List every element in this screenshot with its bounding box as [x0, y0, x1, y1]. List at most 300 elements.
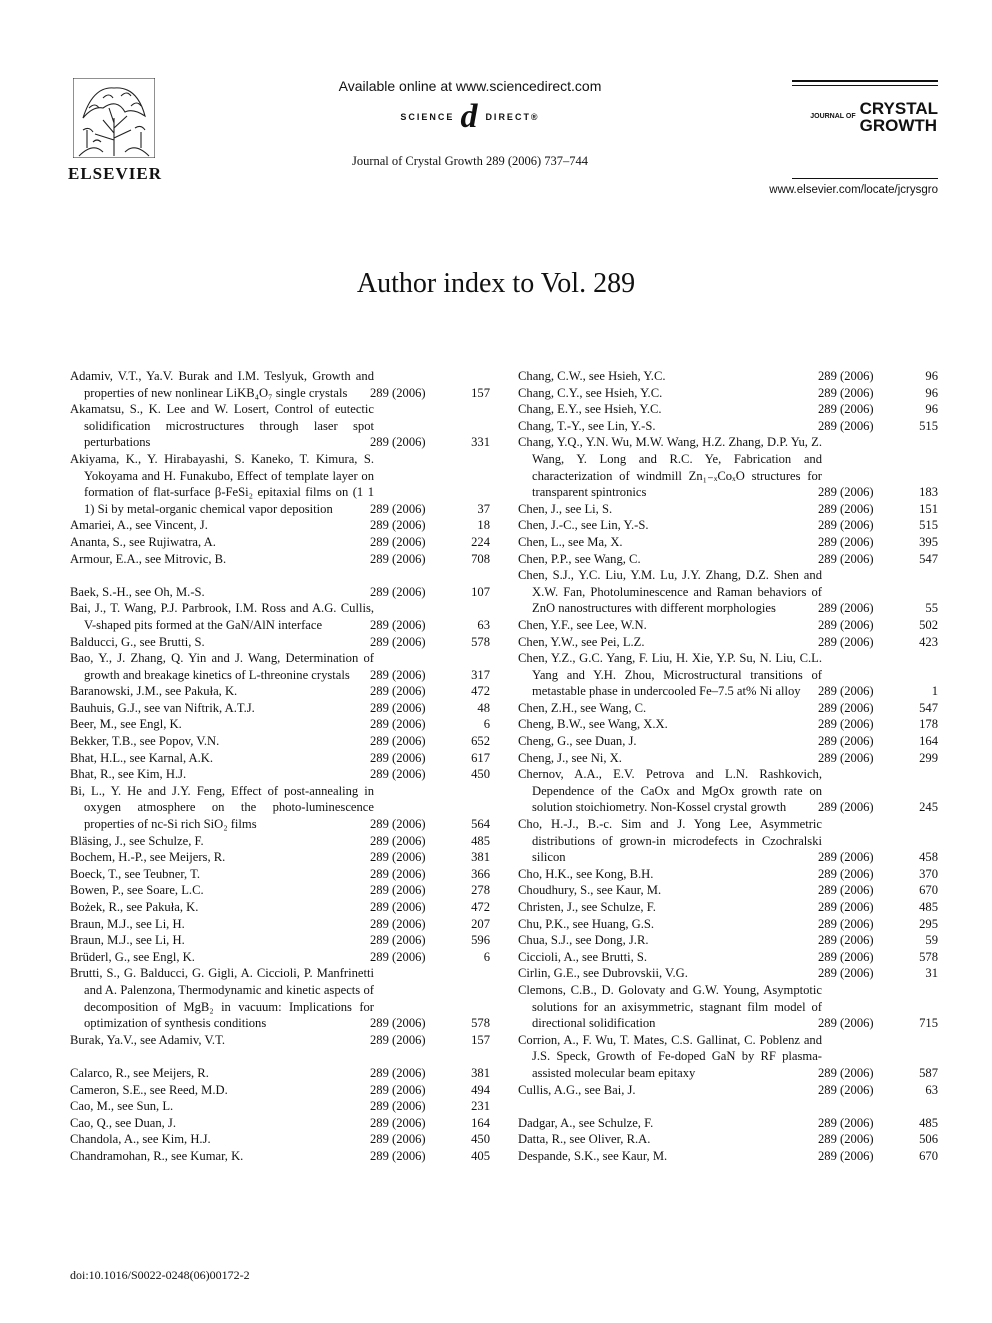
entry-text: Corrion, A., F. Wu, T. Mates, C.S. Gallinat, C. Poblenz and J.S. Speck, Growth of Fe-doped GaN by RF plasma-assisted molecular beam epitaxy: [518, 1032, 822, 1080]
entry-volume-year: 289 (2006): [370, 551, 426, 566]
entry-text: Amariei, A., see Vincent, J.: [70, 518, 208, 533]
entry-reference: [818, 634, 938, 651]
index-entry: [518, 700, 938, 717]
index-entry: [70, 401, 490, 451]
entry-text: Bhat, R., see Kim, H.J.: [70, 767, 187, 782]
entry-reference: [370, 816, 490, 833]
journal-big-line1: CRYSTAL: [859, 99, 938, 118]
entry-text: Chen, Z.H., see Wang, C.: [518, 700, 647, 715]
entry-reference: [818, 733, 938, 750]
entry-text: Chang, T.-Y., see Lin, Y.-S.: [518, 418, 656, 433]
entry-reference: [818, 1115, 938, 1132]
entry-page: 107: [471, 584, 490, 599]
index-entry: [70, 1082, 490, 1099]
entry-page: 578: [919, 949, 938, 964]
index-entry: [518, 567, 938, 617]
index-entry: [518, 501, 938, 518]
index-entry: [518, 385, 938, 402]
entry-page: 96: [925, 402, 938, 417]
entry-page: 370: [919, 866, 938, 881]
entry-reference: [370, 667, 490, 684]
entry-reference: [818, 899, 938, 916]
index-entry: [518, 982, 938, 1032]
entry-reference: [370, 700, 490, 717]
entry-text: Bhat, H.L., see Karnal, A.K.: [70, 750, 214, 765]
entry-volume-year: 289 (2006): [370, 1016, 426, 1031]
entry-volume-year: 289 (2006): [370, 1115, 426, 1130]
index-entry: [518, 949, 938, 966]
entry-volume-year: 289 (2006): [818, 518, 874, 533]
doi: doi:10.1016/S0022-0248(06)00172-2: [70, 1268, 250, 1282]
entry-reference: [818, 799, 938, 816]
entry-volume-year: 289 (2006): [370, 385, 426, 400]
entry-volume-year: 289 (2006): [370, 584, 426, 599]
entry-text: Ciccioli, A., see Brutti, S.: [518, 949, 648, 964]
entry-text: Cho, H.K., see Kong, B.H.: [518, 866, 654, 881]
index-entry: [70, 899, 490, 916]
entry-volume-year: 289 (2006): [370, 534, 426, 549]
entry-reference: [370, 932, 490, 949]
entry-text: Chandramohan, R., see Kumar, K.: [70, 1148, 244, 1163]
entry-reference: [370, 385, 490, 402]
elsevier-logo: [68, 78, 164, 182]
entry-page: 224: [471, 534, 490, 549]
entry-page: 37: [477, 501, 490, 516]
entry-text: Chandola, A., see Kim, H.J.: [70, 1132, 211, 1147]
entry-page: 278: [471, 883, 490, 898]
entry-text: Bekker, T.B., see Popov, V.N.: [70, 734, 220, 749]
entry-text: Christen, J., see Schulze, F.: [518, 900, 656, 914]
entry-text: Bożek, R., see Pakuła, K.: [70, 900, 199, 914]
entry-volume-year: 289 (2006): [370, 833, 426, 848]
index-entry: [518, 932, 938, 949]
index-entry: [518, 1032, 938, 1082]
entry-page: 494: [471, 1082, 490, 1097]
index-entry: [70, 1065, 490, 1082]
index-entry: [70, 965, 490, 1031]
entry-text: Chang, E.Y., see Hsieh, Y.C.: [518, 402, 662, 417]
entry-volume-year: 289 (2006): [370, 667, 426, 682]
index-entry: [70, 716, 490, 733]
entry-reference: [818, 716, 938, 733]
entry-volume-year: 289 (2006): [370, 916, 426, 931]
entry-reference: [818, 385, 938, 402]
index-entry: [70, 683, 490, 700]
index-entry: [518, 418, 938, 435]
entry-reference: [370, 899, 490, 916]
entry-page: 151: [919, 501, 938, 516]
entry-reference: [370, 716, 490, 733]
entry-reference: [818, 534, 938, 551]
entry-page: 450: [471, 1132, 490, 1147]
entry-page: 587: [919, 1065, 938, 1080]
entry-page: 472: [471, 684, 490, 699]
entry-volume-year: 289 (2006): [370, 717, 426, 732]
entry-page: 450: [471, 767, 490, 782]
entry-volume-year: 289 (2006): [818, 800, 874, 815]
entry-volume-year: 289 (2006): [818, 734, 874, 749]
entry-volume-year: 289 (2006): [370, 435, 426, 450]
entry-page: 485: [919, 900, 938, 914]
entry-reference: [818, 484, 938, 501]
index-entry: [518, 1115, 938, 1132]
index-entry: [70, 551, 490, 568]
available-online-text: Available online at www.sciencedirect.com: [338, 78, 602, 94]
index-entry: [518, 517, 938, 534]
entry-reference: [370, 750, 490, 767]
entry-reference: [370, 534, 490, 551]
journal-citation: Journal of Crystal Growth 289 (2006) 737–744: [351, 154, 589, 168]
entry-volume-year: 289 (2006): [370, 933, 426, 948]
entry-text: Bi, L., Y. He and J.Y. Feng, Effect of post-annealing in oxygen atmosphere on the photo-luminescence properties of nc-Si rich SiO₂ films: [70, 783, 374, 832]
entry-reference: [370, 617, 490, 634]
entry-reference: [370, 1148, 490, 1165]
entry-page: 381: [471, 850, 490, 865]
entry-text: Cho, H.-J., B.-c. Sim and J. Yong Lee, Asymmetric distributions of grown-in microdefects in Czochralski silicon: [518, 817, 822, 865]
index-entry: [70, 534, 490, 551]
entry-reference: [370, 1015, 490, 1032]
entry-page: 596: [471, 933, 490, 948]
entry-volume-year: 289 (2006): [818, 634, 874, 649]
entry-reference: [818, 501, 938, 518]
index-column-left: [70, 368, 490, 1165]
entry-volume-year: 289 (2006): [818, 684, 874, 699]
entry-text: Chen, Y.W., see Pei, L.Z.: [518, 634, 645, 649]
index-entry: [518, 368, 938, 385]
entry-volume-year: 289 (2006): [370, 734, 426, 749]
entry-volume-year: 289 (2006): [370, 900, 426, 914]
entry-page: 164: [471, 1115, 490, 1130]
entry-reference: [370, 1032, 490, 1049]
entry-page: 96: [925, 385, 938, 400]
entry-page: 96: [925, 369, 938, 383]
entry-text: Cao, M., see Sun, L.: [70, 1099, 174, 1114]
entry-text: Chang, C.W., see Hsieh, Y.C.: [518, 369, 666, 383]
entry-text: Akiyama, K., Y. Hirabayashi, S. Kaneko, T. Kimura, S. Yokoyama and H. Funakubo, Effect of template layer on formation of flat-surface β-FeSi₂ epitaxial films on (1 1 1) Si by metal-organic chemical vapor deposition: [70, 451, 374, 516]
entry-reference: [818, 882, 938, 899]
logo-rule: [792, 85, 938, 86]
entry-volume-year: 289 (2006): [818, 551, 874, 566]
header-center: [300, 78, 640, 169]
index-entry: [518, 1082, 938, 1099]
index-entry: [70, 949, 490, 966]
entry-text: Brüderl, G., see Engl, K.: [70, 949, 195, 964]
entry-volume-year: 289 (2006): [370, 750, 426, 765]
entry-text: Chernov, A.A., E.V. Petrova and L.N. Rashkovich, Dependence of the CaOx and MgOx growth rate on solution stoichiometry. Non-Kossel crystal growth: [518, 767, 822, 815]
index-entry: [70, 650, 490, 683]
entry-volume-year: 289 (2006): [818, 916, 874, 931]
index-entry: [518, 899, 938, 916]
entry-text: Burak, Ya.V., see Adamiv, V.T.: [70, 1032, 225, 1047]
index-entry: [518, 882, 938, 899]
entry-page: 245: [919, 800, 938, 815]
entry-page: 6: [483, 717, 490, 732]
entry-page: 18: [477, 518, 490, 533]
index-entry: [518, 434, 938, 500]
entry-text: Bochem, H.-P., see Meijers, R.: [70, 850, 226, 865]
index-entry: [70, 766, 490, 783]
header-rule: [792, 178, 938, 179]
entry-page: 670: [919, 883, 938, 898]
entry-reference: [818, 849, 938, 866]
entry-text: Chu, P.K., see Huang, G.S.: [518, 916, 655, 931]
index-entry: [518, 733, 938, 750]
entry-page: 207: [471, 916, 490, 931]
entry-reference: [818, 1131, 938, 1148]
entry-reference: [818, 517, 938, 534]
entry-page: 231: [471, 1099, 490, 1114]
entry-reference: [370, 849, 490, 866]
index-entry: [70, 1148, 490, 1165]
entry-page: 295: [919, 916, 938, 931]
entry-text: Chen, J.-C., see Lin, Y.-S.: [518, 518, 649, 533]
index-entry: [518, 716, 938, 733]
index-entry: [518, 401, 938, 418]
entry-reference: [818, 932, 938, 949]
entry-text: Chen, S.J., Y.C. Liu, Y.M. Lu, J.Y. Zhang, D.Z. Shen and X.W. Fan, Photoluminescence and Raman behaviors of ZnO nanostructures with different morphologies: [518, 568, 822, 616]
journal-big-line2: GROWTH: [859, 116, 938, 135]
entry-text: Chen, Y.Z., G.C. Yang, F. Liu, H. Xie, Y.P. Su, N. Liu, C.L. Yang and Y.H. Zhou, Microstructural transitions of metastable phase in undercooled Fe–7.5 at% Ni alloy: [518, 651, 822, 699]
entry-page: 178: [919, 717, 938, 732]
entry-text: Balducci, G., see Brutti, S.: [70, 634, 205, 649]
entry-volume-year: 289 (2006): [370, 684, 426, 699]
entry-volume-year: 289 (2006): [370, 634, 426, 649]
entry-volume-year: 289 (2006): [370, 700, 426, 715]
entry-text: Chen, L., see Ma, X.: [518, 534, 623, 549]
entry-volume-year: 289 (2006): [818, 750, 874, 765]
entry-page: 31: [925, 966, 938, 981]
entry-page: 6: [483, 949, 490, 964]
entry-text: Chang, C.Y., see Hsieh, Y.C.: [518, 385, 663, 400]
entry-text: Brutti, S., G. Balducci, G. Gigli, A. Ciccioli, P. Manfrinetti and A. Palenzona, Thermodynamic and kinetic aspects of decomposition of MgB₂ in vacuum: Implications for optimization of synthesis conditions: [70, 966, 374, 1031]
entry-reference: [818, 1015, 938, 1032]
entry-reference: [370, 634, 490, 651]
index-entry: [70, 783, 490, 833]
entry-volume-year: 289 (2006): [370, 518, 426, 533]
entry-volume-year: 289 (2006): [370, 866, 426, 881]
entry-page: 157: [471, 385, 490, 400]
entry-volume-year: 289 (2006): [818, 1115, 874, 1130]
entry-page: 423: [919, 634, 938, 649]
entry-volume-year: 289 (2006): [818, 418, 874, 433]
entry-reference: [818, 949, 938, 966]
entry-reference: [818, 600, 938, 617]
entry-page: 381: [471, 1065, 490, 1080]
index-entry: [518, 617, 938, 634]
index-entry: [518, 1148, 938, 1165]
entry-page: 617: [471, 750, 490, 765]
journal-small-text: JOURNAL OF: [810, 113, 856, 120]
journal-logo: [792, 80, 938, 134]
entry-reference: [818, 368, 938, 385]
entry-reference: [818, 1082, 938, 1099]
entry-page: 515: [919, 418, 938, 433]
entry-text: Beer, M., see Engl, K.: [70, 717, 182, 732]
entry-volume-year: 289 (2006): [818, 1132, 874, 1147]
entry-text: Adamiv, V.T., Ya.V. Burak and I.M. Teslyuk, Growth and properties of new nonlinear LiKB₄O₇ single crystals: [70, 369, 374, 400]
entry-volume-year: 289 (2006): [370, 817, 426, 832]
sd-at-icon: d: [460, 98, 480, 135]
entry-text: Baek, S.-H., see Oh, M.-S.: [70, 584, 205, 599]
entry-page: 547: [919, 551, 938, 566]
entry-volume-year: 289 (2006): [370, 1065, 426, 1080]
entry-text: Bläsing, J., see Schulze, F.: [70, 833, 204, 848]
index-entry: [70, 368, 490, 401]
entry-page: 331: [471, 435, 490, 450]
entry-text: Chua, S.J., see Dong, J.R.: [518, 933, 649, 948]
entry-text: Chen, P.P., see Wang, C.: [518, 551, 641, 566]
index-entry: [518, 816, 938, 866]
entry-page: 183: [919, 485, 938, 500]
index-entry: [70, 733, 490, 750]
entry-reference: [818, 683, 938, 700]
entry-reference: [370, 501, 490, 518]
sciencedirect-logo: [300, 100, 640, 134]
entry-reference: [370, 949, 490, 966]
entry-volume-year: 289 (2006): [818, 601, 874, 616]
entry-text: Datta, R., see Oliver, R.A.: [518, 1132, 651, 1147]
index-entry: [70, 932, 490, 949]
index-entry: [70, 634, 490, 651]
entry-text: Akamatsu, S., K. Lee and W. Losert, Control of eutectic solidification microstructures through laser spot perturbations: [70, 402, 374, 450]
entry-reference: [818, 617, 938, 634]
entry-reference: [818, 1148, 938, 1165]
entry-page: 578: [471, 1016, 490, 1031]
entry-volume-year: 289 (2006): [370, 617, 426, 632]
index-entry: [518, 766, 938, 816]
entry-page: 317: [471, 667, 490, 682]
entry-volume-year: 289 (2006): [370, 949, 426, 964]
sd-left-text: SCIENCE: [400, 112, 455, 122]
entry-page: 63: [477, 617, 490, 632]
logo-rule: [792, 80, 938, 82]
entry-page: 48: [477, 700, 490, 715]
entry-text: Chen, J., see Li, S.: [518, 501, 613, 516]
entry-reference: [370, 584, 490, 601]
entry-page: 395: [919, 534, 938, 549]
entry-reference: [370, 517, 490, 534]
publisher-name: ELSEVIER: [68, 164, 162, 183]
entry-volume-year: 289 (2006): [818, 1148, 874, 1163]
entry-volume-year: 289 (2006): [818, 534, 874, 549]
entry-reference: [370, 551, 490, 568]
entry-text: Chen, Y.F., see Lee, W.N.: [518, 617, 647, 632]
entry-page: 299: [919, 750, 938, 765]
entry-page: 1: [931, 684, 938, 699]
entry-volume-year: 289 (2006): [818, 1065, 874, 1080]
entry-reference: [370, 766, 490, 783]
entry-page: 164: [919, 734, 938, 749]
entry-volume-year: 289 (2006): [818, 933, 874, 948]
journal-logo-text: [792, 100, 938, 134]
entry-page: 472: [471, 900, 490, 914]
entry-reference: [818, 750, 938, 767]
index-entry: [518, 534, 938, 551]
index-entry: [518, 750, 938, 767]
index-entry: [70, 584, 490, 601]
entry-volume-year: 289 (2006): [818, 402, 874, 417]
index-entry: [70, 916, 490, 933]
entry-text: Choudhury, S., see Kaur, M.: [518, 883, 662, 898]
index-entry: [70, 600, 490, 633]
index-entry: [518, 650, 938, 700]
entry-page: 578: [471, 634, 490, 649]
index-entry: [70, 1115, 490, 1132]
entry-page: 708: [471, 551, 490, 566]
index-entry: [518, 634, 938, 651]
entry-volume-year: 289 (2006): [818, 385, 874, 400]
entry-volume-year: 289 (2006): [818, 1016, 874, 1031]
entry-page: 55: [925, 601, 938, 616]
entry-reference: [370, 1131, 490, 1148]
entry-volume-year: 289 (2006): [370, 850, 426, 865]
entry-page: 485: [919, 1115, 938, 1130]
entry-volume-year: 289 (2006): [818, 501, 874, 516]
entry-text: Bowen, P., see Soare, L.C.: [70, 883, 204, 898]
entry-text: Chang, Y.Q., Y.N. Wu, M.W. Wang, H.Z. Zhang, D.P. Yu, Z. Wang, Y. Long and R.C. Ye, Fabrication and characterization of windmill Zn₁₋ₓCoₓO structures for transparent spintronics: [518, 435, 822, 500]
journal-url: www.elsevier.com/locate/jcrysgro: [769, 184, 938, 196]
entry-reference: [818, 916, 938, 933]
index-entry: [70, 866, 490, 883]
index-entry: [70, 882, 490, 899]
entry-text: Bao, Y., J. Zhang, Q. Yin and J. Wang, Determination of growth and breakage kinetics of L-threonine crystals: [70, 651, 374, 682]
entry-volume-year: 289 (2006): [818, 866, 874, 881]
journal-big-text: [860, 100, 938, 134]
entry-page: 502: [919, 617, 938, 632]
entry-reference: [818, 700, 938, 717]
entry-volume-year: 289 (2006): [370, 767, 426, 782]
elsevier-tree-icon: [73, 78, 155, 158]
entry-text: Cirlin, G.E., see Dubrovskii, V.G.: [518, 966, 688, 981]
entry-volume-year: 289 (2006): [818, 369, 874, 383]
entry-volume-year: 289 (2006): [370, 1148, 426, 1163]
index-entry: [518, 551, 938, 568]
entry-volume-year: 289 (2006): [370, 1099, 426, 1114]
entry-text: Braun, M.J., see Li, H.: [70, 933, 185, 948]
entry-text: Cameron, S.E., see Reed, M.D.: [70, 1082, 228, 1097]
entry-reference: [818, 551, 938, 568]
entry-page: 515: [919, 518, 938, 533]
entry-reference: [818, 965, 938, 982]
entry-volume-year: 289 (2006): [818, 617, 874, 632]
entry-text: Cheng, G., see Duan, J.: [518, 734, 637, 749]
page-title: Author index to Vol. 289: [356, 268, 636, 299]
entry-page: 652: [471, 734, 490, 749]
index-column-right: [518, 368, 938, 1165]
sd-right-text: DIRECT®: [485, 112, 540, 122]
entry-reference: [370, 1065, 490, 1082]
entry-volume-year: 289 (2006): [818, 900, 874, 914]
entry-volume-year: 289 (2006): [370, 1132, 426, 1147]
entry-reference: [818, 1065, 938, 1082]
entry-text: Calarco, R., see Meijers, R.: [70, 1065, 209, 1080]
index-entry: [70, 833, 490, 850]
index-entry: [70, 700, 490, 717]
index-entry: [70, 517, 490, 534]
entry-text: Cheng, B.W., see Wang, X.X.: [518, 717, 668, 732]
index-entry: [70, 1131, 490, 1148]
entry-volume-year: 289 (2006): [370, 1082, 426, 1097]
entry-volume-year: 289 (2006): [370, 501, 426, 516]
entry-reference: [370, 833, 490, 850]
index-entry: [70, 451, 490, 517]
entry-page: 458: [919, 850, 938, 865]
entry-page: 405: [471, 1148, 490, 1163]
entry-text: Clemons, C.B., D. Golovaty and G.W. Young, Asymptotic solutions for an axisymmetric, stagnant film model of directional solidification: [518, 982, 822, 1031]
entry-text: Baranowski, J.M., see Pakuła, K.: [70, 684, 238, 699]
entry-reference: [370, 866, 490, 883]
entry-text: Bai, J., T. Wang, P.J. Parbrook, I.M. Ross and A.G. Cullis, V-shaped pits formed at the GaN/AlN interface: [70, 601, 374, 632]
